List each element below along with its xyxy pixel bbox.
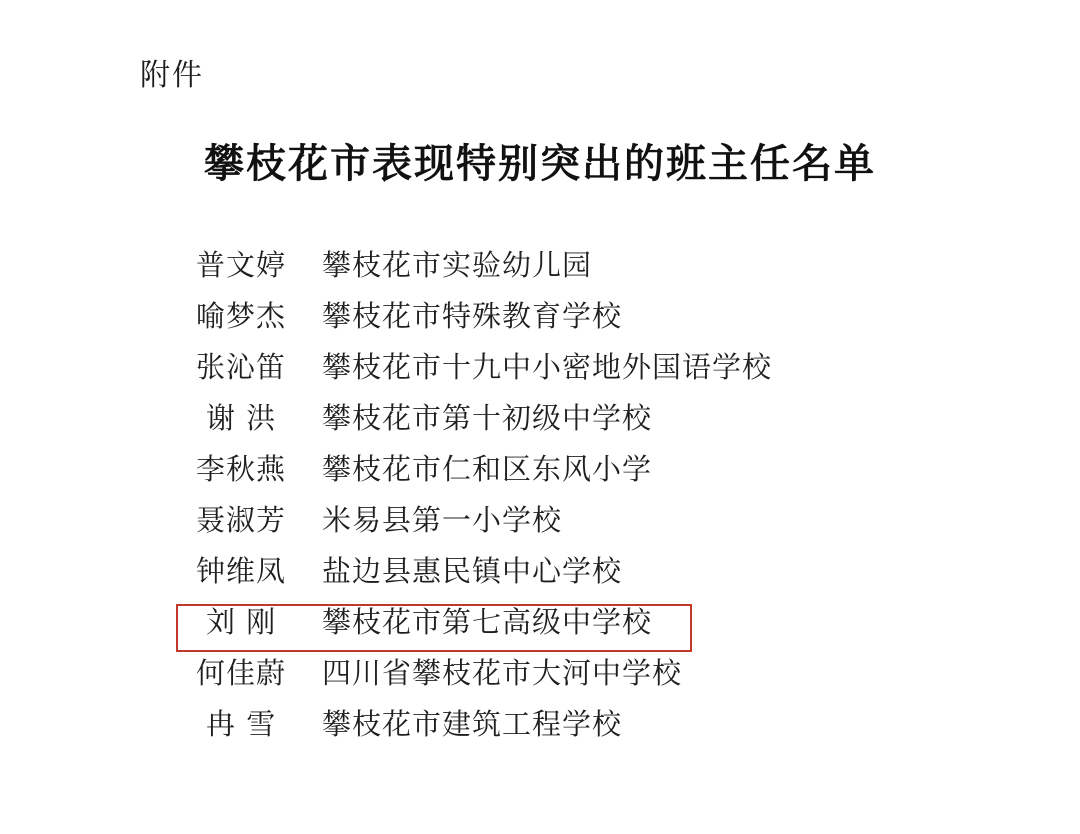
list-item	[196, 595, 956, 646]
person-name: 喻梦杰	[196, 299, 287, 333]
organization-name: 盐边县惠民镇中心学校	[322, 554, 623, 588]
list-item	[196, 697, 956, 748]
name-list	[196, 238, 956, 748]
organization-name: 攀枝花市十九中小密地外国语学校	[322, 350, 773, 384]
attachment-label: 附件	[140, 58, 204, 93]
organization-name: 攀枝花市特殊教育学校	[322, 299, 623, 333]
list-item	[196, 289, 956, 340]
person-name: 谢 洪	[206, 401, 277, 435]
organization-name: 四川省攀枝花市大河中学校	[322, 656, 683, 690]
organization-name: 米易县第一小学校	[322, 503, 563, 537]
person-name: 李秋燕	[196, 452, 287, 486]
person-name: 何佳蔚	[196, 656, 287, 690]
organization-name: 攀枝花市第十初级中学校	[322, 401, 653, 435]
person-name: 普文婷	[196, 248, 287, 282]
page-title: 攀枝花市表现特别突出的班主任名单	[204, 140, 876, 187]
list-item	[196, 238, 956, 289]
list-item	[196, 493, 956, 544]
list-item	[196, 340, 956, 391]
organization-name: 攀枝花市仁和区东风小学	[322, 452, 653, 486]
organization-name: 攀枝花市第七高级中学校	[322, 605, 653, 639]
person-name: 钟维凤	[196, 554, 287, 588]
person-name: 聂淑芳	[196, 503, 287, 537]
list-item	[196, 646, 956, 697]
list-item	[196, 544, 956, 595]
list-item	[196, 442, 956, 493]
list-item	[196, 391, 956, 442]
organization-name: 攀枝花市实验幼儿园	[322, 248, 593, 282]
person-name: 张沁笛	[196, 350, 287, 384]
person-name: 冉 雪	[206, 707, 277, 741]
person-name: 刘 刚	[206, 605, 277, 639]
organization-name: 攀枝花市建筑工程学校	[322, 707, 623, 741]
